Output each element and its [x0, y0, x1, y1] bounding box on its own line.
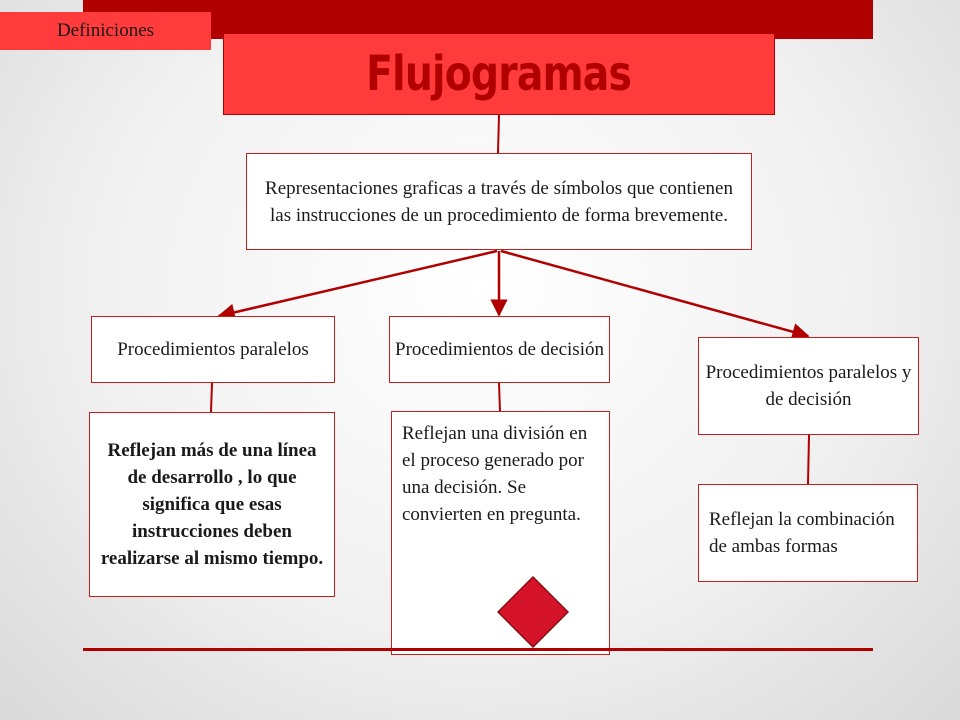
- branch-desc-parallel: [89, 412, 335, 597]
- definition-box: [246, 153, 752, 250]
- definition-text: Representaciones graficas a través de símbolos que contienen las instrucciones de un procedimiento de forma brevemente.: [265, 177, 733, 226]
- section-tag: Definiciones: [0, 12, 211, 50]
- connector-combined-desc: [808, 435, 809, 484]
- branch-desc-parallel-text: Reflejan más de una línea de desarrollo , lo que significa que esas instrucciones deben realizarse al mismo tiempo.: [100, 440, 324, 569]
- branch-heading-combined-text: Procedimientos paralelos y de decisión: [705, 362, 912, 410]
- branch-heading-parallel: [91, 316, 335, 383]
- connector-title-definition: [498, 115, 499, 153]
- bottom-divider: [83, 648, 873, 651]
- branch-heading-decision: [389, 316, 610, 383]
- connector-decision-desc: [499, 383, 500, 411]
- page-title-text: Flujogramas: [366, 46, 632, 102]
- arrow-to-parallel: [219, 251, 497, 316]
- branch-heading-parallel-text: Procedimientos paralelos: [117, 339, 309, 360]
- branch-desc-decision-text: Reflejan una división en el proceso generado por una decisión. Se convierten en pregunta.: [402, 423, 588, 525]
- branch-desc-combined-text: Reflejan la combinación de ambas formas: [709, 509, 895, 557]
- decision-diamond-icon: [497, 576, 569, 648]
- branch-heading-decision-text: Procedimientos de decisión: [395, 339, 604, 360]
- connector-parallel-desc: [211, 383, 212, 412]
- branch-desc-combined: [698, 484, 918, 582]
- branch-heading-combined: [698, 337, 919, 435]
